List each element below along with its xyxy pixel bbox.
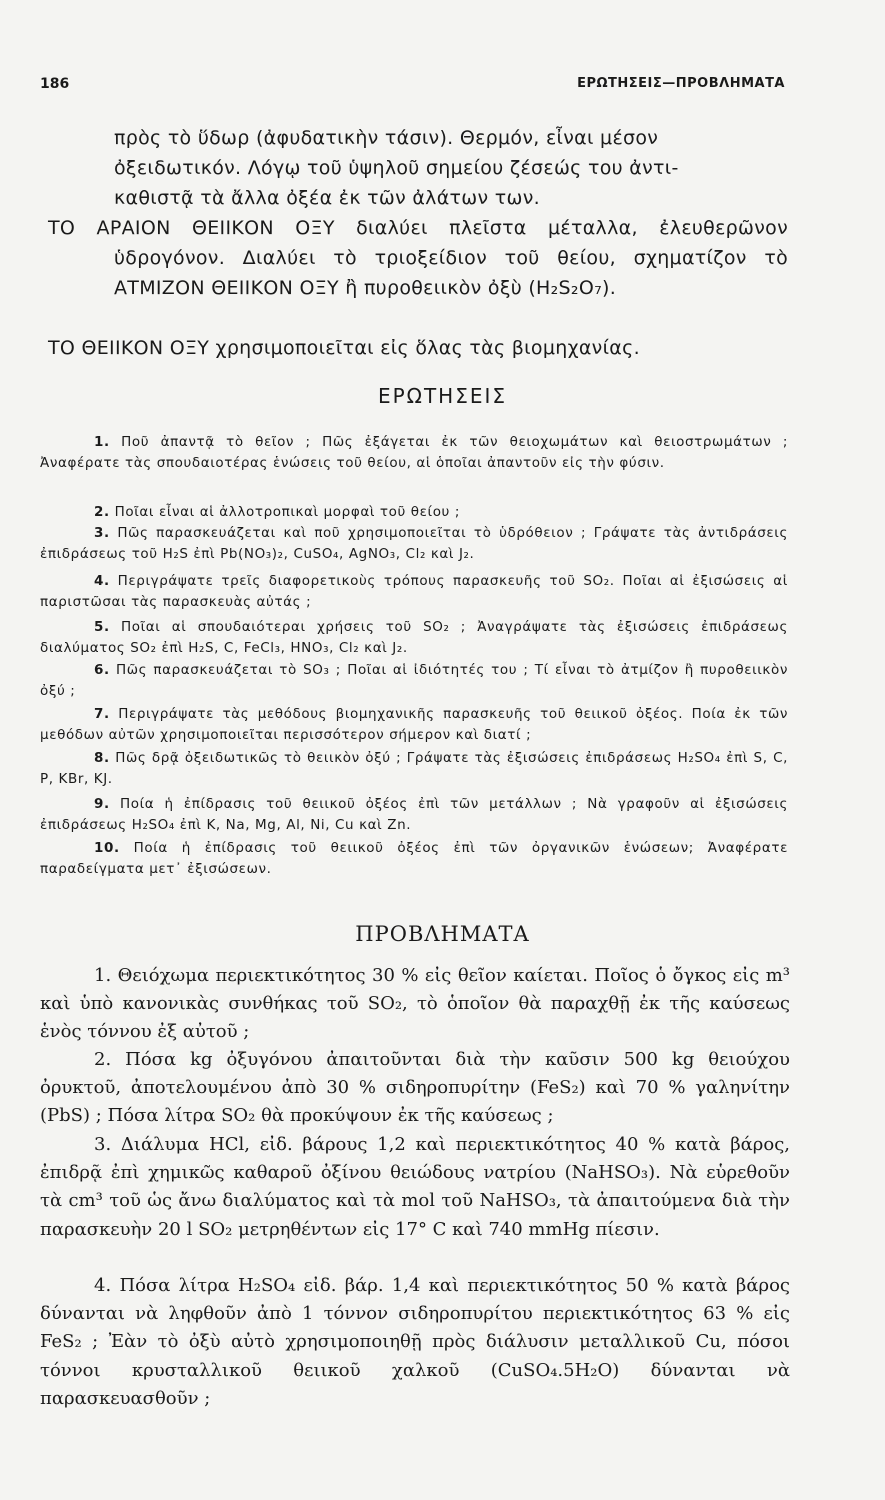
- question-number: 8.: [94, 750, 110, 766]
- problem-number: 2.: [94, 1049, 112, 1070]
- intro-paragraph-3: ΤΟ ΘΕΙΙΚΟΝ ΟΞΥ χρησιμοποιεῖται εἰς ὅλας τὰς βιομηχανίας.: [48, 337, 640, 359]
- question-item: [40, 432, 788, 474]
- question-number: 2.: [94, 504, 110, 520]
- question-number: 1.: [94, 434, 110, 450]
- question-text: Περιγράψατε τὰς μεθόδους βιομηχανικῆς παρασκευῆς τοῦ θειικοῦ ὀξέος. Ποία ἐκ τῶν μεθόδων αὐτῶν χρησιμοποιεῖται περισσότερον σήμερον καὶ διατί ;: [40, 706, 788, 743]
- question-text: Πῶς δρᾷ ὀξειδωτικῶς τὸ θειικὸν ὀξύ ; Γράψατε τὰς ἐξισώσεις ἐπιδράσεως H₂SO₄ ἐπὶ S, C, P, KBr, KJ.: [40, 750, 788, 787]
- intro-paragraph-2: ΤΟ ΑΡΑΙΟΝ ΘΕΙΙΚΟΝ ΟΞΥ διαλύει πλεῖστα μέταλλα, ἐλευθερῶνον ὑδρογόνον. Διαλύει τὸ τριοξείδιον τοῦ θείου, σχηματίζον τὸ ΑΤΜΙΖΟΝ ΘΕΙΙΚΟΝ ΟΞΥ ἢ πυροθειικὸν ὀξὺ (H₂S₂O₇).: [48, 217, 788, 299]
- question-text: Ποία ἡ ἐπίδρασις τοῦ θειικοῦ ὀξέος ἐπὶ τῶν ὀργανικῶν ἑνώσεων; Ἀναφέρατε παραδείγματα μετ᾽ ἐξισώσεων.: [40, 840, 788, 877]
- question-number: 5.: [94, 619, 110, 635]
- question-number: 3.: [94, 525, 110, 541]
- question-text: Ποῖαι εἶναι αἱ ἀλλοτροπικαὶ μορφαὶ τοῦ θείου ;: [114, 504, 461, 520]
- question-text: Περιγράψατε τρεῖς διαφορετικοὺς τρόπους παρασκευῆς τοῦ SO₂. Ποῖαι αἱ ἐξισώσεις αἱ παριστῶσαι τὰς παρασκευὰς αὐτάς ;: [40, 573, 788, 610]
- running-title: ΕΡΩΤΗΣΕΙΣ—ΠΡΟΒΛΗΜΑΤΑ: [577, 76, 785, 91]
- question-number: 4.: [94, 573, 110, 589]
- problem-item: [40, 1272, 790, 1413]
- problem-text: Πόσα λίτρα H₂SO₄ εἰδ. βάρ. 1,4 καὶ περιεκτικότητος 50 % κατὰ βάρος δύνανται νὰ ληφθοῦν ἀπὸ 1 τόννον σιδηροπυρίτου περιεκτικότητος 63 % εἰς FeS₂ ; Ἐὰν τὸ ὀξὺ αὐτὸ χρησιμοποιηθῇ πρὸς διάλυσιν μεταλλικοῦ Cu, πόσοι τόννοι κρυσταλλικοῦ θειικοῦ χαλκοῦ (CuSO₄.5H₂O) δύνανται νὰ παρασκευασθοῦν ;: [40, 1275, 790, 1409]
- question-number: 10.: [94, 840, 120, 856]
- page-number: 186: [40, 76, 70, 92]
- intro-line: πρὸς τὸ ὕδωρ (ἀφυδατικὴν τάσιν). Θερμόν, εἶναι μέσον: [114, 127, 659, 149]
- question-item: [40, 838, 788, 880]
- question-item: [40, 704, 788, 746]
- question-item: [40, 617, 788, 659]
- problem-item: [40, 962, 790, 1047]
- question-item: [40, 502, 788, 523]
- question-number: 6.: [94, 662, 110, 678]
- problem-item: [40, 1046, 790, 1131]
- problem-item: [40, 1131, 790, 1244]
- question-item: [40, 794, 788, 836]
- problem-text: Διάλυμα HCl, εἰδ. βάρους 1,2 καὶ περιεκτικότητος 40 % κατὰ βάρος, ἐπιδρᾷ ἐπὶ χημικῶς καθαροῦ ὀξίνου θειώδους νατρίου (NaHSO₃). Νὰ εὑρεθοῦν τὰ cm³ τοῦ ὡς ἄνω διαλύματος καὶ τὰ mol τοῦ NaHSO₃, τὰ ἀπαιτούμενα διὰ τὴν παρασκευὴν 20 l SO₂ μετρηθέντων εἰς 17° C καὶ 740 mmHg πίεσιν.: [40, 1134, 790, 1240]
- question-number: 9.: [94, 796, 110, 812]
- question-number: 7.: [94, 706, 110, 722]
- problem-number: 1.: [94, 965, 112, 986]
- question-item: [40, 523, 788, 565]
- intro-line: καθιστᾷ τὰ ἄλλα ὀξέα ἐκ τῶν ἀλάτων των.: [114, 187, 540, 209]
- question-text: Πῶς παρασκευάζεται τὸ SO₃ ; Ποῖαι αἱ ἰδιότητές του ; Τί εἶναι τὸ ἀτμίζον ἢ πυροθειικὸν ὀξύ ;: [40, 662, 788, 699]
- question-text: Ποῦ ἀπαντᾷ τὸ θεῖον ; Πῶς ἐξάγεται ἐκ τῶν θειοχωμάτων καὶ θειοστρωμάτων ; Ἀναφέρατε τὰς σπουδαιοτέρας ἑνώσεις τοῦ θείου, αἱ ὁποῖαι ἀπαντοῦν εἰς τὴν φύσιν.: [40, 434, 788, 471]
- question-item: [40, 571, 788, 613]
- page-header: [40, 76, 785, 102]
- question-text: Ποία ἡ ἐπίδρασις τοῦ θειικοῦ ὀξέος ἐπὶ τῶν μετάλλων ; Νὰ γραφοῦν αἱ ἐξισώσεις ἐπιδράσεως H₂SO₄ ἐπὶ K, Na, Mg, Al, Ni, Cu καὶ Zn.: [40, 796, 788, 833]
- problem-number: 3.: [94, 1134, 112, 1155]
- problem-text: Θειόχωμα περιεκτικότητος 30 % εἰς θεῖον καίεται. Ποῖος ὁ ὄγκος εἰς m³ καὶ ὑπὸ κανονικὰς συνθήκας τοῦ SO₂, τὸ ὁποῖον θὰ παραχθῇ ἐκ τῆς καύσεως ἑνὸς τόννου ἐξ αὐτοῦ ;: [40, 965, 790, 1043]
- problems-heading: ΠΡΟΒΛΗΜΑΤΑ: [355, 922, 530, 946]
- question-text: Πῶς παρασκευάζεται καὶ ποῦ χρησιμοποιεῖται τὸ ὑδρόθειον ; Γράψατε τὰς ἀντιδράσεις ἐπιδράσεως τοῦ H₂S ἐπὶ Pb(NO₃)₂, CuSO₄, AgNO₃, Cl₂ καὶ J₂.: [40, 525, 788, 562]
- question-text: Ποῖαι αἱ σπουδαιότεραι χρήσεις τοῦ SO₂ ; Ἀναγράψατε τὰς ἐξισώσεις ἐπιδράσεως διαλύματος SO₂ ἐπὶ H₂S, C, FeCl₃, HNO₃, Cl₂ καὶ J₂.: [40, 619, 788, 656]
- problem-text: Πόσα kg ὀξυγόνου ἀπαιτοῦνται διὰ τὴν καῦσιν 500 kg θειούχου ὀρυκτοῦ, ἀποτελουμένου ἀπὸ 30 % σιδηροπυρίτην (FeS₂) καὶ 70 % γαληνίτην (PbS) ; Πόσα λίτρα SO₂ θὰ προκύψουν ἐκ τῆς καύσεως ;: [40, 1049, 790, 1127]
- questions-heading: ΕΡΩΤΗΣΕΙΣ: [377, 384, 508, 408]
- intro-line: ὀξειδωτικόν. Λόγῳ τοῦ ὑψηλοῦ σημείου ζέσεώς του ἀντι-: [114, 157, 679, 179]
- intro-paragraph-1: [114, 123, 788, 213]
- question-item: [40, 748, 788, 790]
- problem-number: 4.: [94, 1275, 112, 1296]
- question-item: [40, 660, 788, 702]
